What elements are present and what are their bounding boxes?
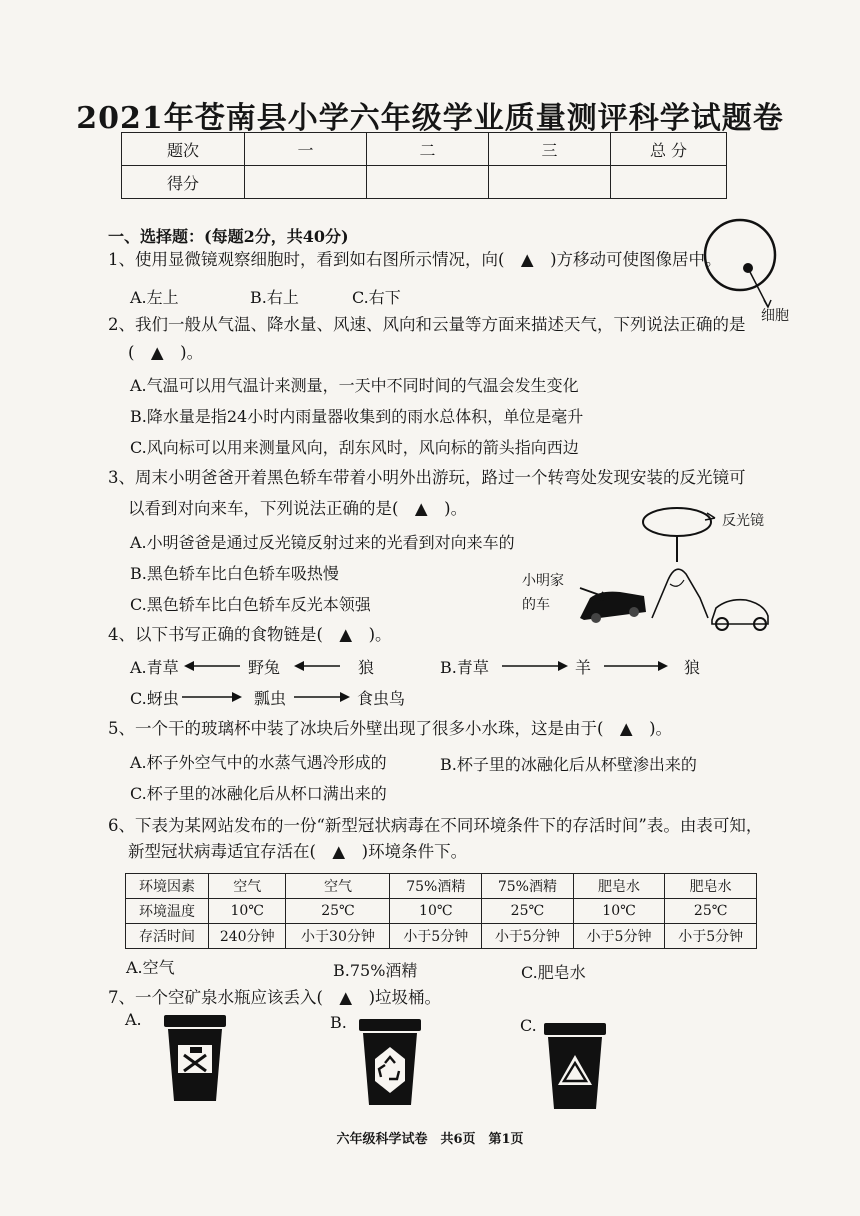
q4-c-first[interactable]: C.蚜虫 xyxy=(130,689,179,708)
cell: 10℃ xyxy=(573,899,665,924)
question-5-text: 5、一个干的玻璃杯中装了冰块后外壁出现了很多小水珠，这是由于( ▲ )。 xyxy=(108,719,673,738)
cell: 小于5分钟 xyxy=(482,924,574,949)
cell: 肥皂水 xyxy=(573,874,665,899)
score-table xyxy=(121,132,727,199)
table-row-time xyxy=(126,924,757,949)
score-cell-part3: 三 xyxy=(489,133,611,166)
table-row-temp xyxy=(126,899,757,924)
q2-option-c[interactable]: C.风向标可以用来测量风向，刮东风时，风向标的箭头指向西边 xyxy=(130,438,579,457)
q5-option-a[interactable]: A.杯子外空气中的水蒸气遇冷形成的 xyxy=(130,753,387,772)
question-2-text: 2、我们一般从气温、降水量、风速、风向和云量等方面来描述天气，下列说法正确的是 xyxy=(108,315,746,334)
q1-option-a[interactable]: A.左上 xyxy=(130,288,179,307)
q3-option-c[interactable]: C.黑色轿车比白色轿车反光本领强 xyxy=(130,595,371,614)
q4-a-arrows xyxy=(180,658,410,674)
score-table-score-row xyxy=(122,166,727,199)
q6-option-b[interactable]: B.75%酒精 xyxy=(333,961,418,980)
cell: 10℃ xyxy=(209,899,286,924)
q3-option-b[interactable]: B.黑色轿车比白色轿车吸热慢 xyxy=(130,564,339,583)
q4-a-producer[interactable]: A.青草 xyxy=(130,658,179,677)
q2-option-b[interactable]: B.降水量是指24小时内雨量器收集到的雨水总体积，单位是毫升 xyxy=(130,407,584,426)
q6-option-a[interactable]: A.空气 xyxy=(126,958,175,977)
score-cell-part2: 二 xyxy=(367,133,489,166)
q4-a-consumer1: 野兔 xyxy=(248,658,281,677)
q4-b-producer[interactable]: B.青草 xyxy=(440,658,489,677)
cell: 存活时间 xyxy=(126,924,209,949)
recyclable-waste-bin-icon xyxy=(355,1017,425,1107)
cell: 25℃ xyxy=(482,899,574,924)
q3-option-a[interactable]: A.小明爸爸是通过反光镜反射过来的光看到对向来车的 xyxy=(130,533,515,552)
score-blank[interactable] xyxy=(245,166,367,199)
car-label-line2: 的车 xyxy=(522,597,550,613)
cell: 25℃ xyxy=(286,899,390,924)
q2-option-a[interactable]: A.气温可以用气温计来测量，一天中不同时间的气温会发生变化 xyxy=(130,376,579,395)
cell: 小于30分钟 xyxy=(286,924,390,949)
q1-option-c[interactable]: C.右下 xyxy=(352,288,401,307)
cell: 环境因素 xyxy=(126,874,209,899)
score-blank[interactable] xyxy=(611,166,727,199)
q4-b-consumer2: 狼 xyxy=(684,658,701,677)
q7-option-a[interactable]: A. xyxy=(125,1010,142,1029)
cell: 75%酒精 xyxy=(390,874,482,899)
score-cell-total: 总 分 xyxy=(611,133,727,166)
table-row-factor xyxy=(126,874,757,899)
score-cell-part1: 一 xyxy=(245,133,367,166)
question-1-text: 1、使用显微镜观察细胞时，看到如右图所示情况，向( ▲ )方移动可使图像居中。 xyxy=(108,250,722,269)
question-7-text: 7、一个空矿泉水瓶应该丢入( ▲ )垃圾桶。 xyxy=(108,988,442,1007)
cell: 环境温度 xyxy=(126,899,209,924)
question-6-text: 6、下表为某网站发布的一份“新型冠状病毒在不同环境条件下的存活时间”表。由表可知， xyxy=(108,816,763,835)
cell: 10℃ xyxy=(390,899,482,924)
q5-option-c[interactable]: C.杯子里的冰融化后从杯口满出来的 xyxy=(130,784,387,803)
mirror-label: 反光镜 xyxy=(722,513,764,529)
cell: 25℃ xyxy=(665,899,757,924)
q4-a-consumer2: 狼 xyxy=(358,658,375,677)
cell: 75%酒精 xyxy=(482,874,574,899)
exam-title: 2021年苍南县小学六年级学业质量测评科学试题卷 xyxy=(76,101,784,136)
hazardous-waste-bin-icon xyxy=(160,1013,230,1103)
q5-option-b[interactable]: B.杯子里的冰融化后从杯壁渗出来的 xyxy=(440,755,697,774)
score-table-header-row xyxy=(122,133,727,166)
cell: 空气 xyxy=(209,874,286,899)
q7-option-c[interactable]: C. xyxy=(520,1016,537,1035)
question-2-text-cont: ( ▲ )。 xyxy=(128,343,204,362)
question-3-text-cont: 以看到对向来车，下列说法正确的是( ▲ )。 xyxy=(128,499,468,518)
cell: 小于5分钟 xyxy=(665,924,757,949)
cell: 空气 xyxy=(286,874,390,899)
score-row-label: 得分 xyxy=(122,166,245,199)
question-3-text: 3、周末小明爸爸开着黑色轿车带着小明外出游玩，路过一个转弯处发现安装的反光镜可 xyxy=(108,468,746,487)
q7-option-b[interactable]: B. xyxy=(330,1013,347,1032)
cell: 240分钟 xyxy=(209,924,286,949)
q6-option-c[interactable]: C.肥皂水 xyxy=(521,963,586,982)
q4-b-consumer1: 羊 xyxy=(575,658,592,677)
question-4-text: 4、以下书写正确的食物链是( ▲ )。 xyxy=(108,625,392,644)
section-heading: 一、选择题：(每题2分，共40分) xyxy=(108,227,349,246)
cell: 肥皂水 xyxy=(665,874,757,899)
score-blank[interactable] xyxy=(489,166,611,199)
score-blank[interactable] xyxy=(367,166,489,199)
score-cell-label: 题次 xyxy=(122,133,245,166)
question-6-text-cont: 新型冠状病毒适宜存活在( ▲ )环境条件下。 xyxy=(128,842,468,861)
cell: 小于5分钟 xyxy=(573,924,665,949)
q1-option-b[interactable]: B.右上 xyxy=(250,288,299,307)
virus-survival-table xyxy=(125,873,757,949)
car-label-line1: 小明家 xyxy=(522,573,564,589)
page-footer: 六年级科学试卷 共6页 第1页 xyxy=(336,1132,524,1147)
other-waste-bin-icon xyxy=(540,1021,610,1111)
cell-label: 细胞 xyxy=(761,308,789,324)
q4-c-second: 瓢虫 xyxy=(254,689,287,708)
q4-c-third: 食虫鸟 xyxy=(357,689,406,708)
cell: 小于5分钟 xyxy=(390,924,482,949)
